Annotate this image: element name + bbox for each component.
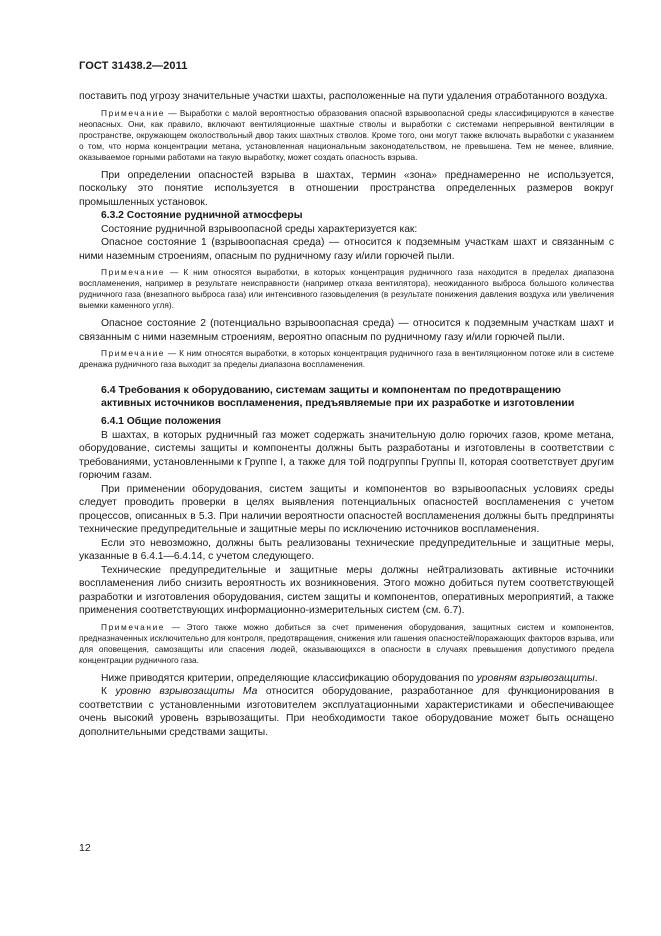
paragraph-checks: При применении оборудования, систем защиты и компонентов во взрывоопасных условиях среды следует проводить проверки в целях выявления потенциальных опасностей воспламенения с учетом процессов, описанных в 5.3. При наличии вероятности опасностей воспламенения должны быть предприняты технические предупредительные и защитные меры по исключению источников воспламенения. (79, 483, 614, 535)
text-run: . (594, 672, 598, 684)
document-header: ГОСТ 31438.2—2011 (79, 60, 188, 72)
paragraph-level-ma (79, 685, 614, 739)
paragraph-state-1: Опасное состояние 1 (взрывоопасная среда) — относится к подземным участкам шахт и связанным с ними наземным строениям, опасным по рудничному газу и/или горючей пыли. (79, 237, 614, 262)
note-text: — Этого также можно добиться за счет применения оборудования, защитных систем и компонентов, предназначенных исключительно для контроля, предотвращения, снижения или гашения опасностей/поражающих факторов взрыва, или для оповещения, самозащиты или спасения людей, оказывающихся в опасности в случаях превышения допустимого предела концентрации рудничного газа. (79, 621, 614, 665)
note-label: Примечание (101, 621, 166, 632)
paragraph-if-impossible: Если это невозможно, должны быть реализованы технические предупредительные и защитные меры, указанные в 6.4.1—6.4.14, с учетом следующего. (79, 537, 614, 562)
emphasis-term: уровню взрывозащиты Ма (115, 686, 258, 697)
note-4 (79, 622, 614, 666)
note-text: — Выработки с малой вероятностью образования опасной взрывоопасной среды классифицируются в качестве неопасных. Они, как правило, включают вентиляционные шахтные стволы и выработки с системами непрерывной вентиляции в пространстве, окружающем околоствольный двор таких шахтных стволов. Кроме того, они могут также включать выработки с указанием о том, что норма концентрации метана, установленная национальным законодательством, не превышена. Тем не менее, влияние, оказываемое горными работами на такую выработку, может создать опасность взрыва. (79, 107, 614, 162)
note-label: Примечание (101, 348, 166, 358)
emphasis-term: уровням взрывозащиты (476, 672, 595, 684)
paragraph-protective-measures: Технические предупредительные и защитные меры должны нейтрализовать активные источники воспламенения либо снизить вероятность их возникновения. Этого можно добиться путем соответствующей разработки и изготовления оборудования, систем защиты и компонентов, оперативных мероприятий, а также применения соответствующих информационно-измерительных систем (см. 6.7). (79, 564, 614, 616)
paragraph-group-requirements: В шахтах, в которых рудничный газ может содержать значительную долю горючих газов, кроме метана, оборудование, системы защиты и компоненты должны быть разработаны и изготовлены в соответствии с требованиями, установленными к Группе I, а также для той подгруппы Группы II, которая соответствует другим горючим газам. (79, 429, 614, 481)
note-label: Примечание (101, 107, 166, 118)
paragraph-state-intro: Состояние рудничной взрывоопасной среды характеризуется как: (101, 223, 418, 235)
section-heading-6-3-2: 6.3.2 Состояние рудничной атмосферы (101, 210, 303, 221)
document-body (79, 90, 614, 739)
note-3 (79, 348, 614, 370)
note-1 (79, 108, 614, 163)
paragraph-zone-term: При определении опасностей взрыва в шахтах, термин «зона» преднамеренно не используется, поскольку это понятие используется в отношении пространства определенных размеров вокруг промышленных установок. (79, 169, 614, 208)
paragraph-criteria (79, 672, 614, 686)
section-heading-6-4-1: 6.4.1 Общие положения (101, 416, 221, 427)
text-run: относится оборудование, разработанное для функционирования в соответствии с установленными изготовителем эксплуатационными характеристиками и обеспечивающее очень высокий уровень взрывозащиты. При необходимости такое оборудование может быть оснащено дополнительными средствами защиты. (79, 686, 614, 738)
paragraph-state-2: Опасное состояние 2 (потенциально взрывоопасная среда) — относится к подземным участкам шахт и связанным с ними наземным строениям, вероятно опасным по рудничному газу и/или горючей пыли. (79, 318, 614, 343)
note-2 (79, 267, 614, 311)
text-run: К (101, 686, 116, 697)
paragraph-continuation: поставить под угрозу значительные участки шахты, расположенные на пути удаления отработанного воздуха. (79, 91, 608, 102)
text-run: Ниже приводятся критерии, определяющие классификацию оборудования по (101, 672, 477, 684)
page-number: 12 (79, 842, 91, 854)
note-text: — К ним относятся выработки, в которых концентрация рудничного газа находится в пределах диапазона воспламенения, например в результате неисправности (например отказа вентилятора), неожиданного выброса большого количества рудничного газа (внезапного выброса газа) или интенсивного газовыделения (в результате понижения давления воздуха или увеличения выемки каменного угля). (79, 267, 614, 310)
section-heading-6-4: 6.4 Требования к оборудованию, системам защиты и компонентам по предотвращению активных источников воспламенения, предъявляемые при их разработке и изготовлении (101, 384, 575, 409)
note-text: — К ним относятся выработки, в которых концентрация рудничного газа в вентиляционном потоке или в системе дренажа рудничного газа выходит за пределы диапазона воспламенения. (79, 348, 614, 369)
note-label: Примечание (101, 267, 166, 277)
